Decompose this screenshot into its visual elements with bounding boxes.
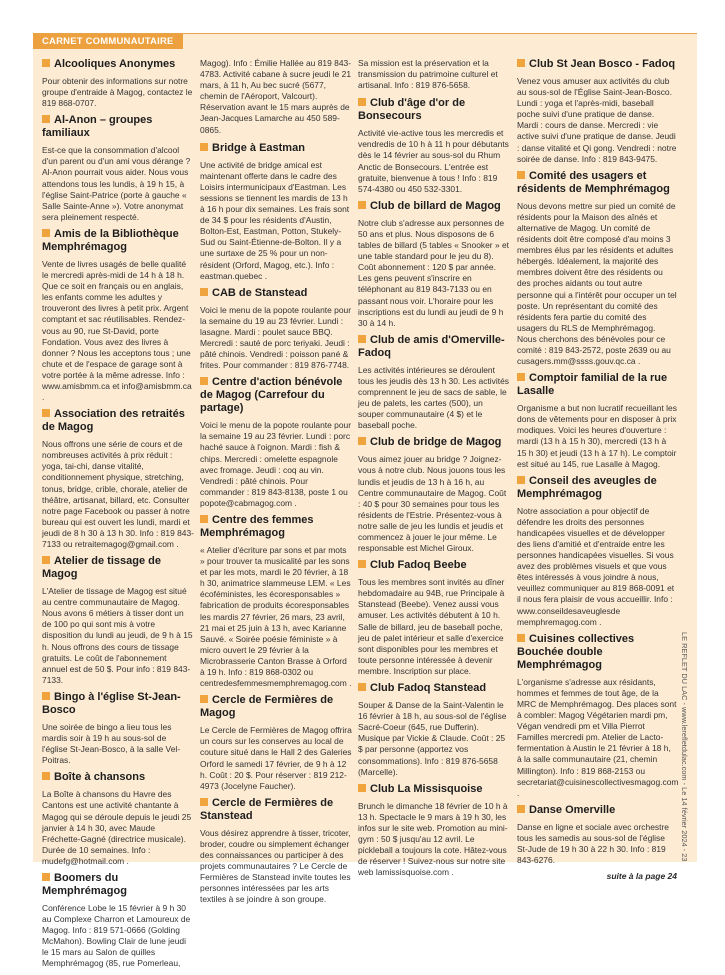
listing-title bbox=[517, 58, 677, 71]
column-3 bbox=[358, 58, 510, 883]
listing-body: Est-ce que la consommation d'alcool d'un parent ou d'un ami vous dérange ? Al-Anon pourrait vous aider. Nous vous attendons tous les lundis, à 19 h 15, à l'église Saint-Patrice (porte à gauche « Salle Sainte-Anne »). Votre anonymat sera pleinement respecté. bbox=[42, 145, 191, 222]
listing-body: L'Atelier de tissage de Magog est situé au centre communautaire de Magog. Nous avons 6 métiers à tisser dont un de 100 po qui sont mis à votre disposition du lundi au jeudi, de 9 h à 15 h. Nous offrons des cours de tissage gratuits. Le coût de l'abonnement annuel est de 50 $. Pour info : 819 843-7133. bbox=[42, 586, 193, 685]
listing-body: Vente de livres usagés de belle qualité le mercredi après-midi de 14 h à 18 h. Que ce soit en français ou en anglais, les enfants comme les adultes y trouveront des livres à petit prix. Argent comptant et sac réutilisables. Rendez-vous au 90, rue St-David, porte Fondation. Vous avez des livres à donner ? Nous les acceptons tous ; une chute et de l'espace de garage sont à votre portée à la même adresse. Info : www.amisbmm.ca et info@amisbmm.ca . bbox=[42, 258, 192, 403]
listing-entry bbox=[42, 872, 194, 970]
listing-entry bbox=[358, 783, 510, 879]
listing-title bbox=[42, 691, 194, 717]
listing-title-text: Club de amis d'Omerville-Fadoq bbox=[358, 333, 505, 359]
square-bullet-icon bbox=[358, 784, 366, 792]
listing-body: Notre club s'adresse aux personnes de 50 ans et plus. Nous disposons de 6 tables de billard (5 tables « Snooker » et une table standard pour le jeu du 8). Coût abonnement : 120 $ par année. Les gens peuvent s'inscrire en téléphonant au 819 843-7133 ou en passant nous voir. L'horaire pour les inscriptions est du lundi au jeudi de 9 h 30 à 14 h. bbox=[358, 217, 510, 328]
listing-body: Notre association a pour objectif de défendre les droits des personnes handicapées visuelles et de développer des liens d'amitié et d'entraide entre les personnes handicapées visuelles. Si vous avez des problèmes visuels et que vous êtes intéressés à vous joindre à nous, veuillez communiquer au 819 868-0091 et il nous fera plaisir de vous accueillir. Info : www.conseildesaveuglesde memphremagog.com . bbox=[517, 505, 675, 627]
listing-title-text: Association des retraités de Magog bbox=[42, 408, 185, 434]
square-bullet-icon bbox=[200, 288, 208, 296]
listing-title-text: Club de billard de Magog bbox=[370, 199, 501, 212]
listing-entry bbox=[200, 287, 352, 372]
listing-title bbox=[358, 559, 510, 572]
continued-on-page-link: suite à la page 24 bbox=[606, 871, 677, 882]
listing-title-text: Bingo à l'église St-Jean-Bosco bbox=[42, 690, 181, 716]
square-bullet-icon bbox=[517, 476, 525, 484]
continued-text: Sa mission est la préservation et la transmission du patrimoine culturel et artisanal. Info : 819 876-5658. bbox=[358, 58, 498, 91]
square-bullet-icon bbox=[42, 229, 50, 237]
listing-title-text: Danse Omerville bbox=[529, 803, 616, 816]
column-4 bbox=[517, 58, 677, 881]
listing-entry bbox=[358, 559, 510, 677]
square-bullet-icon bbox=[42, 556, 50, 564]
listing-entry bbox=[200, 514, 352, 689]
listing-entry bbox=[42, 114, 194, 223]
listing-body: Vous désirez apprendre à tisser, tricoter, broder, coudre ou simplement échanger des connaissances ou participer à des projets communautaires ? Le Cercle de Fermières de Stanstead invite toutes les personnes intéressées par les arts textiles à se joindre à son groupe. bbox=[200, 827, 351, 905]
listing-entry bbox=[42, 408, 194, 550]
listing-title bbox=[358, 200, 510, 213]
listing-title-text: Comptoir familial de la rue Lasalle bbox=[517, 372, 668, 398]
listing-title-text: Club St Jean Bosco - Fadoq bbox=[529, 58, 676, 70]
listing-entry bbox=[42, 555, 194, 686]
listing-title-text: Boîte à chansons bbox=[54, 771, 146, 784]
section-title: CARNET COMMUNAUTAIRE bbox=[33, 34, 183, 49]
listing-title-text: Alcooliques Anonymes bbox=[54, 58, 176, 70]
square-bullet-icon bbox=[358, 201, 366, 209]
listing-title-text: Boomers du Memphrémagog bbox=[42, 871, 127, 897]
listing-entry bbox=[517, 170, 677, 367]
listing-entry bbox=[200, 142, 352, 282]
listing-title-text: Cuisines collectives Bouchée double Memphrémagog bbox=[517, 632, 635, 671]
listing-body: Tous les membres sont invités au dîner hebdomadaire au 94B, rue Principale à Stanstead (Beebe). Venez aussi vous amuser. Les activités débutent à 10 h. Salle de billard, jeu de baseball poche, jeu de palet intérieur et salle d'exercice sont disponibles pour les membres et toute personne intéressée à devenir membre. Inscription sur place. bbox=[358, 577, 505, 676]
square-bullet-icon bbox=[358, 683, 366, 691]
listing-title-text: Al-Anon – groupes familiaux bbox=[42, 114, 153, 140]
listing-body: Une activité de bridge amical est maintenant offerte dans le cadre des Loisirs intermunicipaux d'Eastman. Les sessions se tiennent les mardis de 13 h à 16 h pour dix semaines. Les frais sont de 34 $ pour les résidents d'Austin, Bolton-Est, Eastman, Potton, Stukely-Sud ou Saint-Étienne-de-Bolton. Il y a une surtaxe de 25 % pour un non-résident (Orford, Magog, etc.). Info : eastman.quebec . bbox=[200, 159, 350, 281]
listing-entry bbox=[358, 97, 510, 195]
listing-title-text: Club de bridge de Magog bbox=[370, 436, 502, 449]
listing-title bbox=[517, 804, 677, 817]
listing-title-text: Centre d'action bénévole de Magog (Carrefour du partage) bbox=[200, 376, 343, 415]
listing-title bbox=[42, 555, 194, 581]
square-bullet-icon bbox=[358, 335, 366, 343]
listing-entry bbox=[200, 376, 352, 509]
listing-body: La Boîte à chansons du Havre des Cantons est une activité chantante à Magog qui se déroule depuis le jeudi 25 janvier à 14 h 30, avec Maude Fréchette-Gagné (directrice musicale). Durée de 10 semaines. Info : mudefg@hotmail.com . bbox=[42, 789, 192, 866]
listing-title bbox=[358, 783, 510, 796]
listing-entry bbox=[517, 475, 677, 628]
listing-title-text: Comité des usagers et résidents de Memphrémagog bbox=[517, 169, 670, 195]
listing-title bbox=[517, 372, 677, 398]
listing-body: Nous offrons une série de cours et de nombreuses activités à prix réduit : yoga, tai-chi, danse vitalité, conditionnement physique, stretching, tonus, bridge, crible, chorale, atelier de théâtre, artisanat, billard, etc. Consulter notre page Facebook ou passer à notre bureau qui est ouvert les lundi, mardi et jeudi de 8 h 30 à 13 h 30. Info : 819 843-7133 ou retraitemagog@gmail.com . bbox=[42, 439, 194, 549]
listing-body: Nous devons mettre sur pied un comité de résidents pour la Maison des aînés et alternative de Magog. Un comité de résidents doit être composé d'au moins 3 membres élus par les résidents et adultes hébergés. Idéalement, la majorité des membres doivent être des résidents ou des proches aidants ou tout autre personne qui a l'intérêt pour occuper un tel poste. Un représentant du comité des résidents fera partie du comité des usagers du RLS de Memphrémagog. Nous cherchons des bénévoles pour ce comité : 819 843-2572, poste 2639 ou au cusagers.mm@ssss.gouv.qc.ca . bbox=[517, 200, 677, 367]
square-bullet-icon bbox=[42, 409, 50, 417]
listing-title bbox=[42, 114, 194, 140]
listing-title-text: Club La Missisquoise bbox=[370, 782, 483, 795]
square-bullet-icon bbox=[517, 171, 525, 179]
listing-title-text: Bridge à Eastman bbox=[212, 141, 305, 154]
listing-body: Activité vie-active tous les mercredis et vendredis de 10 h à 11 h pour débutants dès le 14 février au sous-sol du Rhum Anctic de Bonsecours. L'entrée est gratuite, bienvenue à tous ! Info : 819 574-4380 ou 450 532-3301. bbox=[358, 128, 509, 194]
listing-body: Voici le menu de la popote roulante pour la semaine du 19 au 23 février. Lundi : lasagne. Mardi : poulet sauce BBQ. Mercredi : sauté de porc teriyaki. Jeudi : pâté chinois. Vendredi : poisson pané & frites. Pour commander : 819 876-7748. bbox=[200, 304, 352, 371]
listing-entry bbox=[517, 804, 677, 866]
square-bullet-icon bbox=[42, 873, 50, 881]
square-bullet-icon bbox=[200, 695, 208, 703]
listing-entry bbox=[42, 228, 194, 403]
listing-title bbox=[200, 694, 352, 720]
listing-title-text: Conseil des aveugles de Memphrémagog bbox=[517, 474, 657, 500]
listing-body: « Atelier d'écriture par sons et par mots » pour trouver ta musicalité par les sons et par les mots, mardi le 20 février, à 18 h 30, animatrice slammeuse LEM. « Les écoféministes, les écoresponsables » fabrication de produits écoresponsables les mardis 27 février, 26 mars, 23 avril, 21 mai et 25 juin à 13 h, avec Karianne Sauvé. « Soirée poésie féministe » à micro ouvert le 29 février à la Microbrasserie Canton Brasse à Orford à 19 h. Info : 819 868-0302 ou centredesfemmesmemphremagog.com . bbox=[200, 545, 352, 689]
listing-body: Pour obtenir des informations sur notre groupe d'entraide à Magog, contactez le 819 868-0707. bbox=[42, 76, 193, 109]
square-bullet-icon bbox=[358, 98, 366, 106]
listing-title bbox=[358, 436, 510, 449]
listing-entry bbox=[42, 691, 194, 766]
square-bullet-icon bbox=[42, 692, 50, 700]
listing-body: Le Cercle de Fermières de Magog offrira un cours sur les conserves au local de couture situé dans le Hall 2 des Galeries Orford le samedi 17 février, de 9 h à 12 h. Coût : 20 $. Pour réserver : 819 212-4973 (Jocelyne Faucher). bbox=[200, 725, 352, 791]
listing-title bbox=[517, 475, 677, 501]
listing-title bbox=[200, 514, 352, 540]
listing-title bbox=[200, 376, 352, 415]
listing-body: Organisme a but non lucratif recueillant les dons de vêtements pour en disposer à prix modiques. Voici les heures d'ouverture : mardi (13 h à 15 h 30), mercredi (13 h à 15 h 30) et jeudi (13 h à 17 h). Le comptoir est situé au 145, rue Lasalle à Magog. bbox=[517, 403, 677, 469]
listing-title-text: Club Fadoq Beebe bbox=[370, 559, 467, 572]
column-1 bbox=[42, 58, 194, 975]
square-bullet-icon bbox=[42, 115, 50, 123]
listing-title bbox=[42, 58, 194, 71]
listing-entry bbox=[200, 694, 352, 792]
listing-body: L'organisme s'adresse aux résidants, hommes et femmes de tout âge, de la MRC de Memphrémagog. Des places sont à combler: Magog Végétarien mardi pm, Végan vendredi pm et Villa Pierrot Familles mercredi pm. Atelier de Lacto-fermentation à Austin le 21 février à 18 h, à la salle communautaire (21, chemin Millington). Info : 819 868-2153 ou secretariat@cuisinescollectivesmagog.com . bbox=[517, 676, 679, 798]
listing-title bbox=[517, 170, 677, 196]
listing-entry bbox=[358, 334, 510, 432]
square-bullet-icon bbox=[358, 437, 366, 445]
listing-title-text: Club Fadoq Stanstead bbox=[370, 682, 487, 695]
listing-title bbox=[42, 228, 194, 254]
square-bullet-icon bbox=[200, 143, 208, 151]
listing-body: Venez vous amuser aux activités du club au sous-sol de l'Église Saint-Jean-Bosco. Lundi : yoga et l'après-midi, baseball poche suivi d'une pratique de danse. Mardi : cours de danse. Mercredi : vie active suivi d'une pratique de danse. Jeudi : danse vitalité et Qi gong. Vendredi : notre soirée de danse. Info : 819 843-9475. bbox=[517, 76, 677, 164]
listing-title bbox=[200, 142, 352, 155]
listing-title bbox=[200, 797, 352, 823]
listing-title-text: Centre des femmes Memphrémagog bbox=[200, 514, 314, 539]
square-bullet-icon bbox=[517, 59, 525, 67]
listing-body: Une soirée de bingo a lieu tous les mardis soir à 19 h au sous-sol de l'église St-Jean-Bosco, à la salle Vel-Poitras. bbox=[42, 721, 181, 766]
listing-entry bbox=[517, 58, 677, 165]
listing-title-text: Cercle de Fermières de Magog bbox=[200, 694, 334, 720]
listing-title bbox=[200, 287, 352, 300]
square-bullet-icon bbox=[358, 560, 366, 568]
listing-body: Conférence Lobe le 15 février à 9 h 30 au Complexe Charron et Lamoureux de Magog. Info : 819 571-0666 (Golding McMahon). Bowling Clair de lune jeudi le 15 mars au Salon de quilles Memphrémagog (85, rue Pomerleau, bbox=[42, 902, 191, 969]
page-footer-text: LE REFLET DU LAC - www.lerefletdulac.com - Le 14 février 2024 - 23 bbox=[680, 632, 689, 862]
listing-title bbox=[358, 682, 510, 695]
listing-title bbox=[358, 97, 510, 123]
listing-entry bbox=[358, 682, 510, 778]
listing-title-text: Cercle de Fermières de Stanstead bbox=[200, 796, 334, 822]
listing-body: Vous aimez jouer au bridge ? Joignez-vous à notre club. Nous jouons tous les lundis et jeudis de 13 h à 16 h, au Centre communautaire de Magog. Coût : 40 $ pour 30 semaines pour tous les résidents de l'Estrie. Présentez-vous à notre salle de jeu les lundis et jeudis et commencez à jouer le jour même. Le responsable est Michel Giroux. bbox=[358, 454, 507, 554]
square-bullet-icon bbox=[200, 377, 208, 385]
listing-body: Les activités intérieures se déroulent tous les jeudis dès 13 h 30. Les activités comprennent le jeu de sacs de sable, le jeu de palets, les cartes (500), un souper communautaire (4 $) et le baseball poche. bbox=[358, 364, 510, 431]
community-notes-panel bbox=[33, 33, 697, 969]
listing-title bbox=[358, 334, 510, 360]
listing-entry bbox=[42, 771, 194, 867]
square-bullet-icon bbox=[42, 772, 50, 780]
listing-title bbox=[42, 771, 194, 784]
listing-entry bbox=[517, 633, 677, 799]
listing-entry bbox=[42, 58, 194, 109]
square-bullet-icon bbox=[200, 515, 208, 523]
listing-entry bbox=[517, 372, 677, 470]
square-bullet-icon bbox=[517, 634, 525, 642]
listing-title bbox=[42, 872, 194, 898]
square-bullet-icon bbox=[517, 805, 525, 813]
continued-text: Magog). Info : Émilie Hallée au 819 843-4783. Activité cabane à sucre jeudi le 21 mars, à 11 h, Au bec sucré (5677, chemin de l'Aéroport, Valcourt). Réservation avant le 15 mars auprès de Jean-Jacques Lamarche au 450 589-0865. bbox=[200, 58, 352, 135]
listing-title-text: Atelier de tissage de Magog bbox=[42, 555, 161, 581]
square-bullet-icon bbox=[200, 798, 208, 806]
listing-title-text: Club d'âge d'or de Bonsecours bbox=[358, 97, 466, 123]
square-bullet-icon bbox=[517, 373, 525, 381]
listing-title-text: CAB de Stanstead bbox=[212, 286, 308, 299]
listing-title-text: Amis de la Bibliothèque Memphrémagog bbox=[42, 227, 179, 253]
column-2 bbox=[200, 58, 352, 910]
listing-entry bbox=[358, 200, 510, 329]
listing-title bbox=[42, 408, 194, 434]
listing-title bbox=[517, 633, 677, 672]
listing-entry bbox=[358, 436, 510, 554]
listing-body: Danse en ligne et sociale avec orchestre tous les samedis au sous-sol de l'église St-Jude de 19 h 30 à 22 h 30. Info : 819 843-6276. bbox=[517, 821, 669, 866]
page-footer bbox=[678, 632, 692, 862]
listing-entry bbox=[200, 797, 352, 906]
listing-body: Souper & Danse de la Saint-Valentin le 16 février à 18 h, au sous-sol de l'église Sacré-Coeur (645, rue Dufferin). Musique par Vickie & Claude. Coût : 25 $ par personne (apportez vos consommations). Info : 819 876-5658 (Marcelle). bbox=[358, 700, 507, 777]
square-bullet-icon bbox=[42, 59, 50, 67]
listing-body: Voici le menu de la popote roulante pour la semaine 19 au 23 février. Lundi : porc haché sauce à l'oignon. Mardi : fish & chips. Mercredi : omelette espagnole avec fromage. Jeudi : coq au vin. Vendredi : pâté chinois. Pour commander : 819 843-8138, poste 1 ou popote@cabmagog.com . bbox=[200, 420, 352, 508]
listing-body: Brunch le dimanche 18 février de 10 h à 13 h. Spectacle le 9 mars à 19 h 30, les infos sur le site web. Promotion au mini-gym : 50 $ jusqu'au 12 avril. Le pickleball a toujours la cote. Hâtez-vous de réserver ! Suivez-nous sur notre site web lamissisquoise.com . bbox=[358, 800, 508, 878]
